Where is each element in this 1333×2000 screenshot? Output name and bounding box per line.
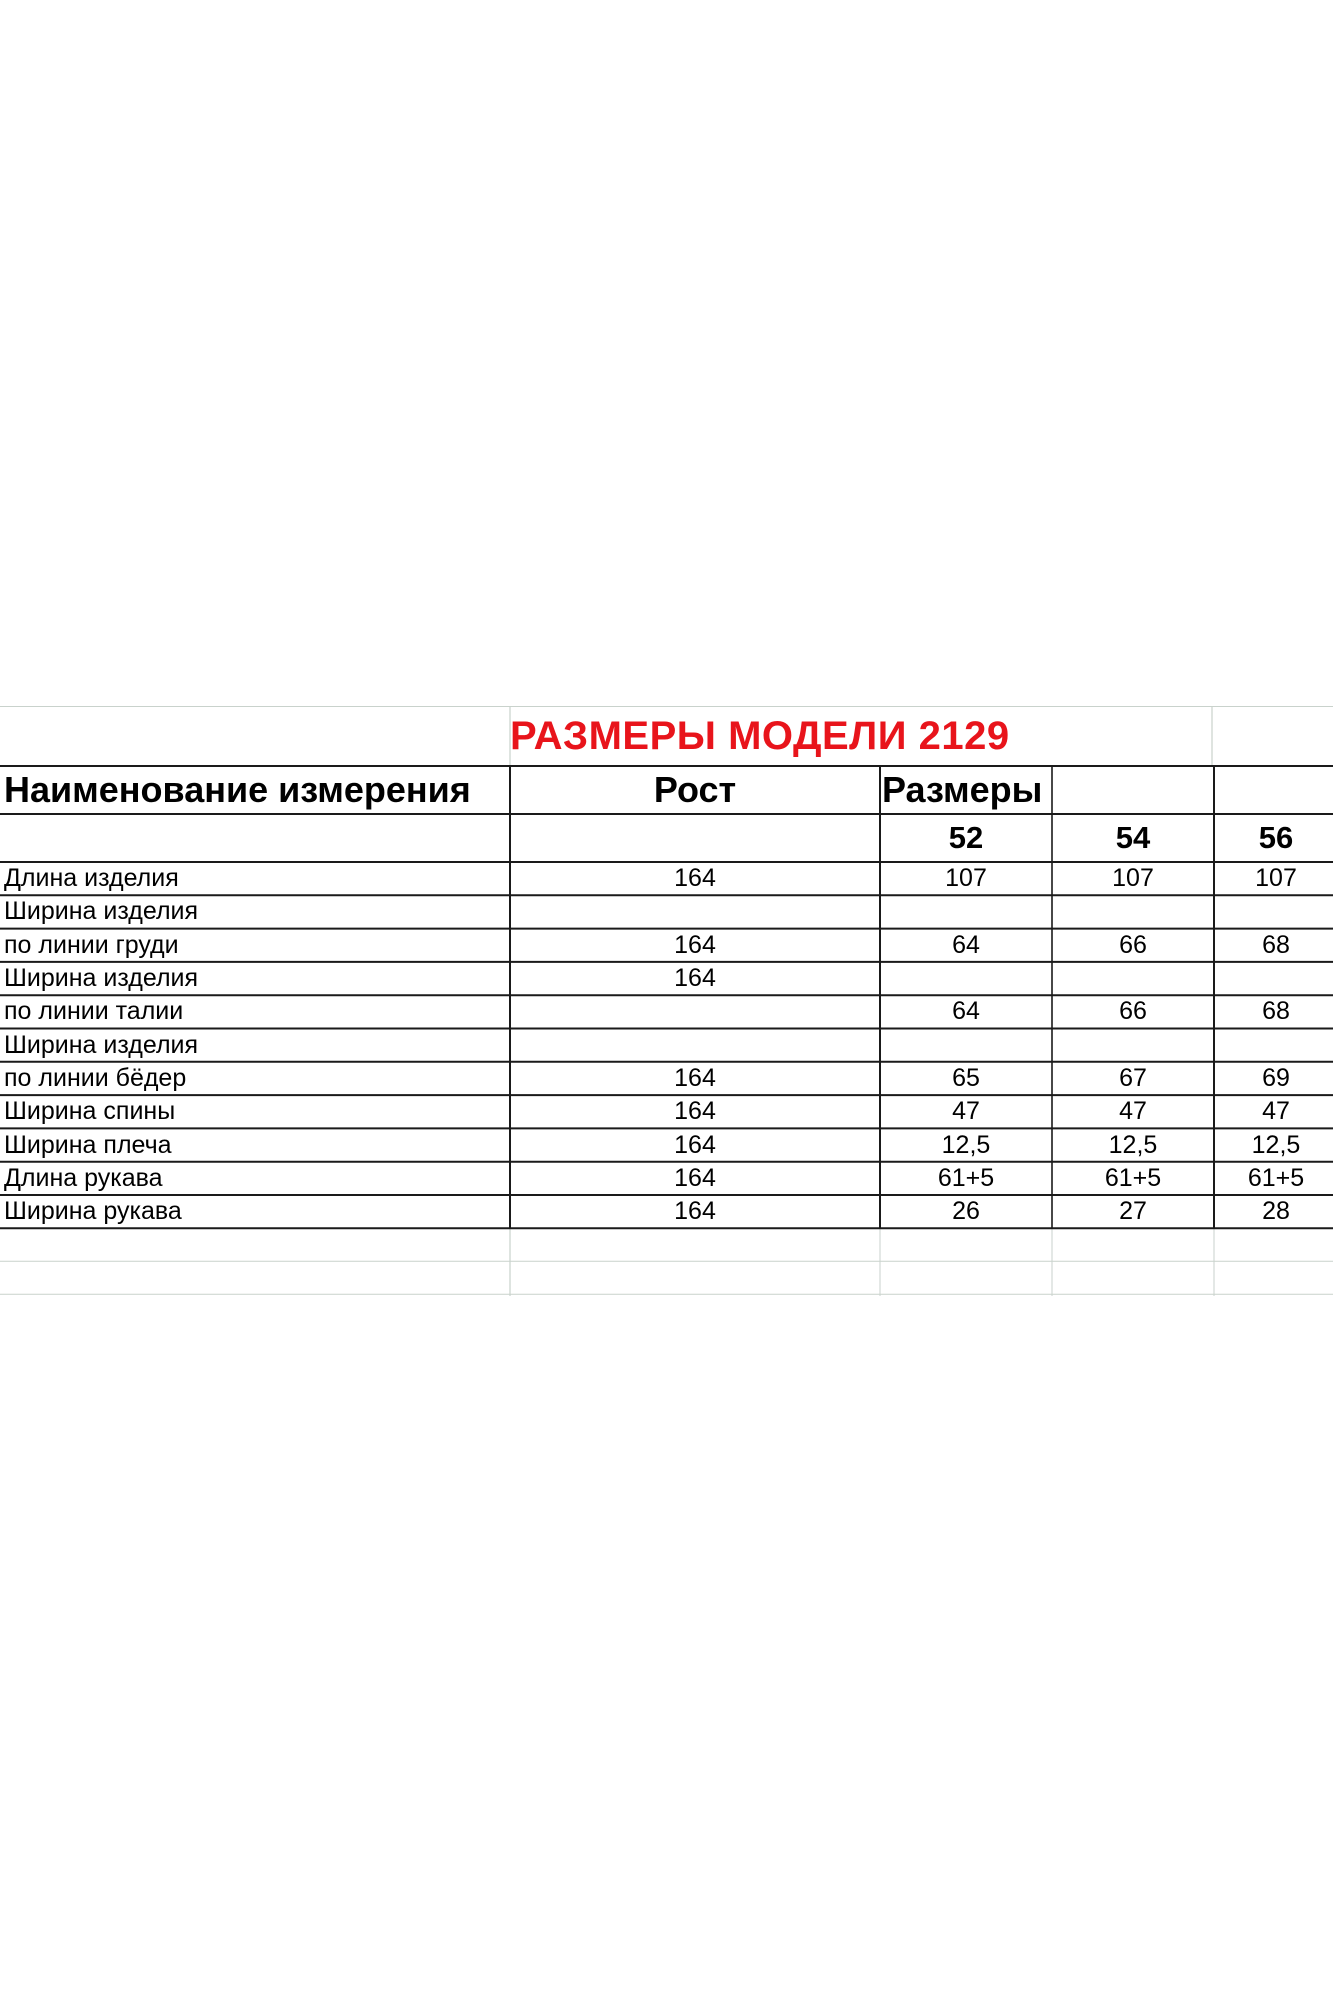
row-label: Ширина изделия: [4, 897, 199, 926]
row-size-54: 66: [1119, 997, 1147, 1026]
row-height: 164: [674, 1097, 716, 1126]
row-size-52: 12,5: [941, 1130, 991, 1159]
size-col-56: 56: [1258, 820, 1294, 855]
row-size-54: 47: [1119, 1097, 1147, 1126]
row-height: 164: [674, 930, 716, 959]
row-size-54: 12,5: [1108, 1130, 1158, 1159]
header-height: Рост: [653, 769, 737, 810]
row-label: Ширина спины: [4, 1097, 176, 1126]
row-size-54: [1052, 895, 1214, 928]
row-height: [510, 1029, 880, 1062]
row-size-52: 65: [952, 1063, 980, 1092]
row-label: Длина рукава: [4, 1163, 163, 1192]
row-label: по линии бёдер: [4, 1063, 187, 1092]
row-size-56: [1214, 962, 1333, 995]
size-col-54: 54: [1115, 820, 1151, 855]
size-table: [0, 706, 1333, 1296]
header-sizes: Размеры: [882, 769, 1043, 810]
row-size-56: 107: [1255, 864, 1297, 893]
row-height: 164: [674, 1063, 716, 1092]
row-size-52: [880, 895, 1052, 928]
row-size-52: 47: [952, 1097, 980, 1126]
row-size-54: 66: [1119, 930, 1147, 959]
row-size-56: [1214, 895, 1333, 928]
row-label: Ширина плеча: [4, 1130, 172, 1159]
size-col-52: 52: [948, 820, 984, 855]
row-size-54: 107: [1112, 864, 1154, 893]
row-size-52: [880, 1029, 1052, 1062]
row-size-52: [880, 962, 1052, 995]
row-size-52: 64: [952, 997, 980, 1026]
row-label: по линии груди: [4, 930, 179, 959]
row-size-52: 26: [952, 1197, 980, 1226]
row-height: 164: [674, 1130, 716, 1159]
row-size-52: 61+5: [937, 1163, 995, 1192]
row-height: 164: [674, 864, 716, 893]
row-size-54: 67: [1119, 1063, 1147, 1092]
row-label: Ширина изделия: [4, 1030, 199, 1059]
row-height: 164: [674, 1197, 716, 1226]
row-size-56: 12,5: [1251, 1130, 1301, 1159]
row-size-56: 28: [1262, 1197, 1290, 1226]
row-height: [510, 995, 880, 1028]
row-size-56: [1214, 1029, 1333, 1062]
row-height: 164: [674, 1163, 716, 1192]
row-size-54: 61+5: [1104, 1163, 1162, 1192]
row-size-56: 68: [1262, 997, 1290, 1026]
row-label: Ширина изделия: [4, 964, 199, 993]
row-height: [510, 895, 880, 928]
row-size-52: 107: [945, 864, 987, 893]
row-size-56: 61+5: [1247, 1163, 1305, 1192]
header-measurement-name: Наименование измерения: [4, 769, 471, 810]
table-title: РАЗМЕРЫ МОДЕЛИ 2129: [510, 713, 1010, 758]
row-size-52: 64: [952, 930, 980, 959]
row-size-54: [1052, 962, 1214, 995]
row-height: 164: [674, 964, 716, 993]
row-label: по линии талии: [4, 997, 184, 1026]
row-label: Длина изделия: [4, 864, 179, 893]
row-size-54: [1052, 1029, 1214, 1062]
row-size-56: 47: [1262, 1097, 1290, 1126]
row-size-56: 69: [1262, 1063, 1290, 1092]
row-size-56: 68: [1262, 930, 1290, 959]
row-size-54: 27: [1119, 1197, 1147, 1226]
row-label: Ширина рукава: [4, 1197, 182, 1226]
